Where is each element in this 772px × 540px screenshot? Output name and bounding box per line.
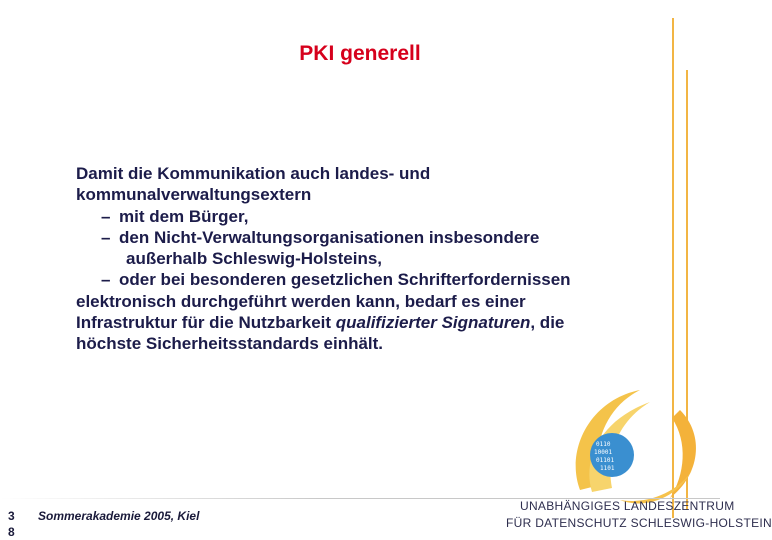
emphasis-text: qualifizierter Signaturen — [335, 313, 531, 333]
outro-line: elektronisch durchgeführt werden kann, bedarf es einer — [76, 291, 526, 311]
slide-body — [76, 163, 666, 355]
outro-text: , die — [530, 313, 565, 333]
bullet-text-continued: außerhalb Schleswig-Holsteins, — [126, 249, 383, 269]
bullet-text: mit dem Bürger, — [119, 206, 249, 226]
intro-line: kommunalverwaltungsextern — [76, 185, 312, 205]
bullet-text: oder bei besonderen gesetzlichen Schrifterfordernissen — [119, 270, 571, 290]
bullet-item — [76, 206, 666, 227]
svg-text:0110: 0110 — [596, 441, 611, 448]
intro-line: Damit die Kommunikation auch landes- und — [76, 164, 431, 183]
outro-line — [76, 312, 666, 333]
uld-sun-logo — [560, 380, 710, 510]
dash-bullet: – — [101, 227, 111, 247]
organization-name — [506, 498, 772, 532]
page-number: 3 8 — [8, 509, 15, 539]
slide-title: PKI generell — [299, 42, 421, 65]
svg-text:1101: 1101 — [600, 465, 615, 472]
org-line: FÜR DATENSCHUTZ SCHLESWIG-HOLSTEIN — [506, 516, 772, 530]
svg-text:01101: 01101 — [596, 457, 615, 464]
svg-text:10001: 10001 — [594, 449, 613, 456]
dash-bullet: – — [101, 206, 111, 226]
outro-line: höchste Sicherheitsstandards einhält. — [76, 334, 384, 354]
bullet-item — [76, 269, 666, 290]
bullet-item — [76, 227, 666, 248]
outro-text: Infrastruktur für die Nutzbarkeit — [76, 313, 336, 333]
dash-bullet: – — [101, 270, 111, 290]
footer-event: Sommerakademie 2005, Kiel — [38, 509, 200, 523]
bullet-text: den Nicht-Verwaltungsorganisationen insbesondere — [119, 227, 540, 247]
org-line: UNABHÄNGIGES LANDESZENTRUM — [520, 499, 735, 513]
